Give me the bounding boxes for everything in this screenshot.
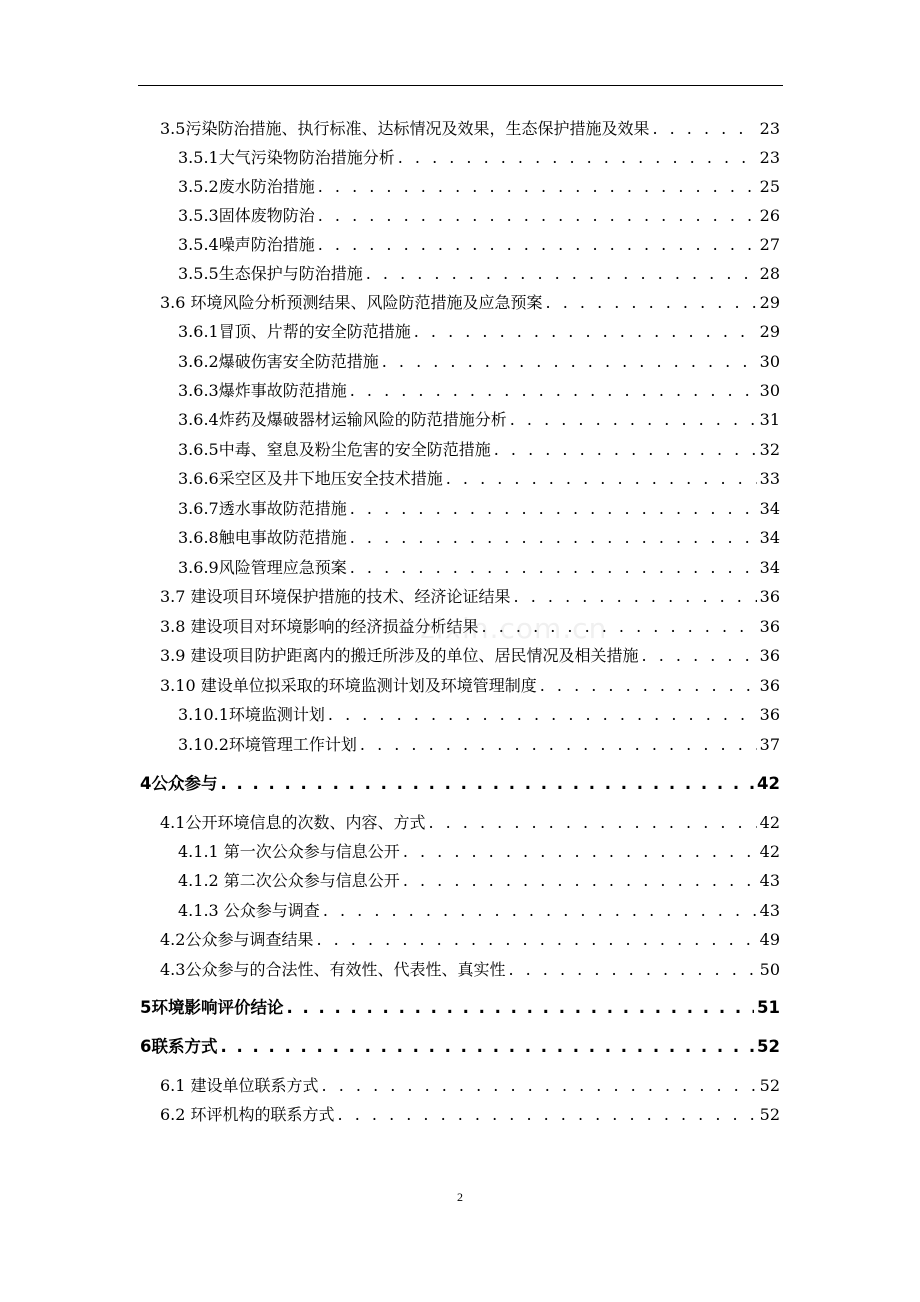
toc-entry-label: 3.6.9风险管理应急预案: [178, 558, 347, 577]
toc-leader-dots: [286, 995, 754, 1021]
toc-entry-page: 31: [759, 410, 780, 429]
toc-entry-page: 34: [759, 499, 780, 518]
toc-leader-dots: [366, 261, 757, 287]
toc-leader-dots: [446, 466, 757, 492]
toc-entry-page: 52: [759, 1076, 780, 1095]
watermark: zixin.com.cn: [420, 612, 608, 645]
toc-entry-label: 6.2 环评机构的联系方式: [160, 1105, 335, 1124]
toc-entry[interactable]: [178, 702, 780, 728]
toc-entry[interactable]: [178, 349, 780, 375]
toc-leader-dots: [514, 584, 757, 610]
toc-entry-label: 3.6.3爆炸事故防范措施: [178, 381, 347, 400]
toc-leader-dots: [318, 203, 757, 229]
toc-leader-dots: [328, 702, 757, 728]
toc-entry-page: 36: [759, 705, 780, 724]
toc-leader-dots: [318, 232, 757, 258]
toc-entry[interactable]: [178, 898, 780, 924]
toc-entry-page: 36: [759, 587, 780, 606]
toc-entry-label: 3.6.5中毒、窒息及粉尘危害的安全防范措施: [178, 440, 491, 459]
toc-entry-page: 49: [759, 930, 780, 949]
toc-entry[interactable]: [178, 174, 780, 200]
toc-entry-label: 3.6.1冒顶、片帮的安全防范措施: [178, 322, 411, 341]
toc-entry-label: 3.6 环境风险分析预测结果、风险防范措施及应急预案: [160, 293, 543, 312]
toc-entry-label: 3.5.2废水防治措施: [178, 177, 315, 196]
toc-entry[interactable]: [160, 1102, 780, 1128]
toc-entry-page: 30: [759, 381, 780, 400]
toc-leader-dots: [414, 319, 757, 345]
toc-leader-dots: [338, 1102, 757, 1128]
toc-entry-label: 4.1.1 第一次公众参与信息公开: [178, 842, 400, 861]
toc-entry-label: 3.6.8触电事故防范措施: [178, 528, 347, 547]
toc-entry-label: 3.10.1环境监测计划: [178, 705, 325, 724]
toc-entry[interactable]: [160, 673, 780, 699]
toc-entry-label: 3.6.7透水事故防范措施: [178, 499, 347, 518]
toc-entry-label: 3.5.5生态保护与防治措施: [178, 264, 363, 283]
toc-entry-label: 6.1 建设单位联系方式: [160, 1076, 319, 1095]
toc-entry-label: 3.5.3固体废物防治: [178, 206, 315, 225]
toc-entry-page: 52: [759, 1105, 780, 1124]
toc-leader-dots: [403, 868, 757, 894]
toc-entry-label: 3.5.1大气污染物防治措施分析: [178, 148, 395, 167]
toc-leader-dots: [428, 810, 756, 836]
toc-entry-label: 3.5.4噪声防治措施: [178, 235, 315, 254]
toc-entry-page: 51: [757, 998, 780, 1017]
toc-entry[interactable]: [178, 732, 780, 758]
toc-leader-dots: [322, 1073, 757, 1099]
toc-leader-dots: [350, 378, 757, 404]
toc-leader-dots: [220, 771, 754, 797]
toc-entry-page: 30: [759, 352, 780, 371]
toc-leader-dots: [350, 555, 757, 581]
toc-leader-dots: [316, 927, 756, 953]
toc-entry[interactable]: [160, 584, 780, 610]
toc-leader-dots: [382, 349, 757, 375]
toc-entry-label: 3.6.6采空区及井下地压安全技术措施: [178, 469, 443, 488]
toc-leader-dots: [360, 732, 757, 758]
toc-entry-page: 36: [759, 646, 780, 665]
toc-entry[interactable]: [178, 319, 780, 345]
toc-leader-dots: [350, 525, 757, 551]
toc-entry[interactable]: [178, 555, 780, 581]
toc-entry-label: 3.6.2爆破伤害安全防范措施: [178, 352, 379, 371]
toc-entry[interactable]: [178, 261, 780, 287]
toc-entry-label: 3.8 建设项目对环境影响的经济损益分析结果: [160, 617, 479, 636]
toc-entry[interactable]: [178, 525, 780, 551]
toc-leader-dots: [652, 116, 756, 142]
toc-leader-dots: [510, 407, 757, 433]
toc-entry[interactable]: [140, 995, 780, 1021]
toc-entry-label: 4公众参与: [140, 774, 218, 793]
toc-entry-page: 29: [759, 293, 780, 312]
toc-entry-page: 52: [757, 1037, 780, 1056]
toc-entry[interactable]: [160, 810, 780, 836]
toc-entry-label: 3.9 建设项目防护距离内的搬迁所涉及的单位、居民情况及相关措施: [160, 646, 639, 665]
toc-leader-dots: [403, 839, 757, 865]
toc-entry-label: 6联系方式: [140, 1037, 218, 1056]
toc-entry[interactable]: [160, 1073, 780, 1099]
toc-entry[interactable]: [160, 116, 780, 142]
toc-entry-label: 3.5污染防治措施、执行标准、达标情况及效果，生态保护措施及效果: [160, 119, 650, 138]
toc-entry[interactable]: [178, 466, 780, 492]
toc-leader-dots: [494, 437, 757, 463]
toc-entry-label: 4.2公众参与调查结果: [160, 930, 314, 949]
toc-entry[interactable]: [178, 868, 780, 894]
toc-entry[interactable]: [160, 643, 780, 669]
toc-entry-page: 36: [759, 676, 780, 695]
toc-entry[interactable]: [140, 771, 780, 797]
toc-entry-label: 4.1公开环境信息的次数、内容、方式: [160, 813, 426, 832]
toc-leader-dots: [398, 145, 757, 171]
toc-entry[interactable]: [160, 957, 780, 983]
toc-leader-dots: [642, 643, 757, 669]
toc-entry[interactable]: [160, 927, 780, 953]
toc-leader-dots: [318, 174, 757, 200]
toc-entry[interactable]: [178, 496, 780, 522]
toc-entry-page: 43: [759, 901, 780, 920]
toc-leader-dots: [350, 496, 757, 522]
toc-entry-label: 5环境影响评价结论: [140, 998, 284, 1017]
toc-entry[interactable]: [178, 378, 780, 404]
toc-entry[interactable]: [178, 407, 780, 433]
toc-entry[interactable]: [178, 437, 780, 463]
toc-entry[interactable]: [178, 232, 780, 258]
toc-entry-page: 29: [759, 322, 780, 341]
toc-entry-page: 28: [759, 264, 780, 283]
toc-entry-page: 23: [759, 119, 780, 138]
toc-leader-dots: [540, 673, 757, 699]
toc-leader-dots: [546, 290, 757, 316]
toc-entry[interactable]: [160, 290, 780, 316]
toc-entry-label: 3.10 建设单位拟采取的环境监测计划及环境管理制度: [160, 676, 537, 695]
toc-entry[interactable]: [140, 1034, 780, 1060]
page-number: 2: [457, 1190, 463, 1204]
toc-entry-page: 26: [759, 206, 780, 225]
toc-entry-page: 25: [759, 177, 780, 196]
toc-entry-page: 37: [759, 735, 780, 754]
toc-leader-dots: [508, 957, 756, 983]
toc-entry-page: 36: [759, 617, 780, 636]
toc-entry-page: 33: [759, 469, 780, 488]
toc-entry-page: 27: [759, 235, 780, 254]
toc-entry-page: 43: [759, 871, 780, 890]
header-rule: [138, 85, 783, 86]
toc-entry[interactable]: [178, 839, 780, 865]
toc-entry-label: 3.10.2环境管理工作计划: [178, 735, 357, 754]
toc-entry-label: 3.7 建设项目环境保护措施的技术、经济论证结果: [160, 587, 511, 606]
toc-entry-label: 3.6.4炸药及爆破器材运输风险的防范措施分析: [178, 410, 507, 429]
toc-entry-label: 4.1.2 第二次公众参与信息公开: [178, 871, 400, 890]
toc-entry-label: 4.3公众参与的合法性、有效性、代表性、真实性: [160, 960, 506, 979]
toc-leader-dots: [220, 1034, 754, 1060]
toc-entry-label: 4.1.3 公众参与调查: [178, 901, 320, 920]
toc-entry-page: 42: [757, 774, 780, 793]
toc-entry-page: 42: [759, 842, 780, 861]
toc-entry-page: 50: [759, 960, 780, 979]
toc-entry-page: 23: [759, 148, 780, 167]
toc-entry-page: 42: [759, 813, 780, 832]
toc-entry[interactable]: [178, 145, 780, 171]
toc-entry-page: 34: [759, 528, 780, 547]
toc-leader-dots: [323, 898, 757, 924]
toc-entry-page: 32: [759, 440, 780, 459]
toc-entry-page: 34: [759, 558, 780, 577]
toc-entry[interactable]: [178, 203, 780, 229]
